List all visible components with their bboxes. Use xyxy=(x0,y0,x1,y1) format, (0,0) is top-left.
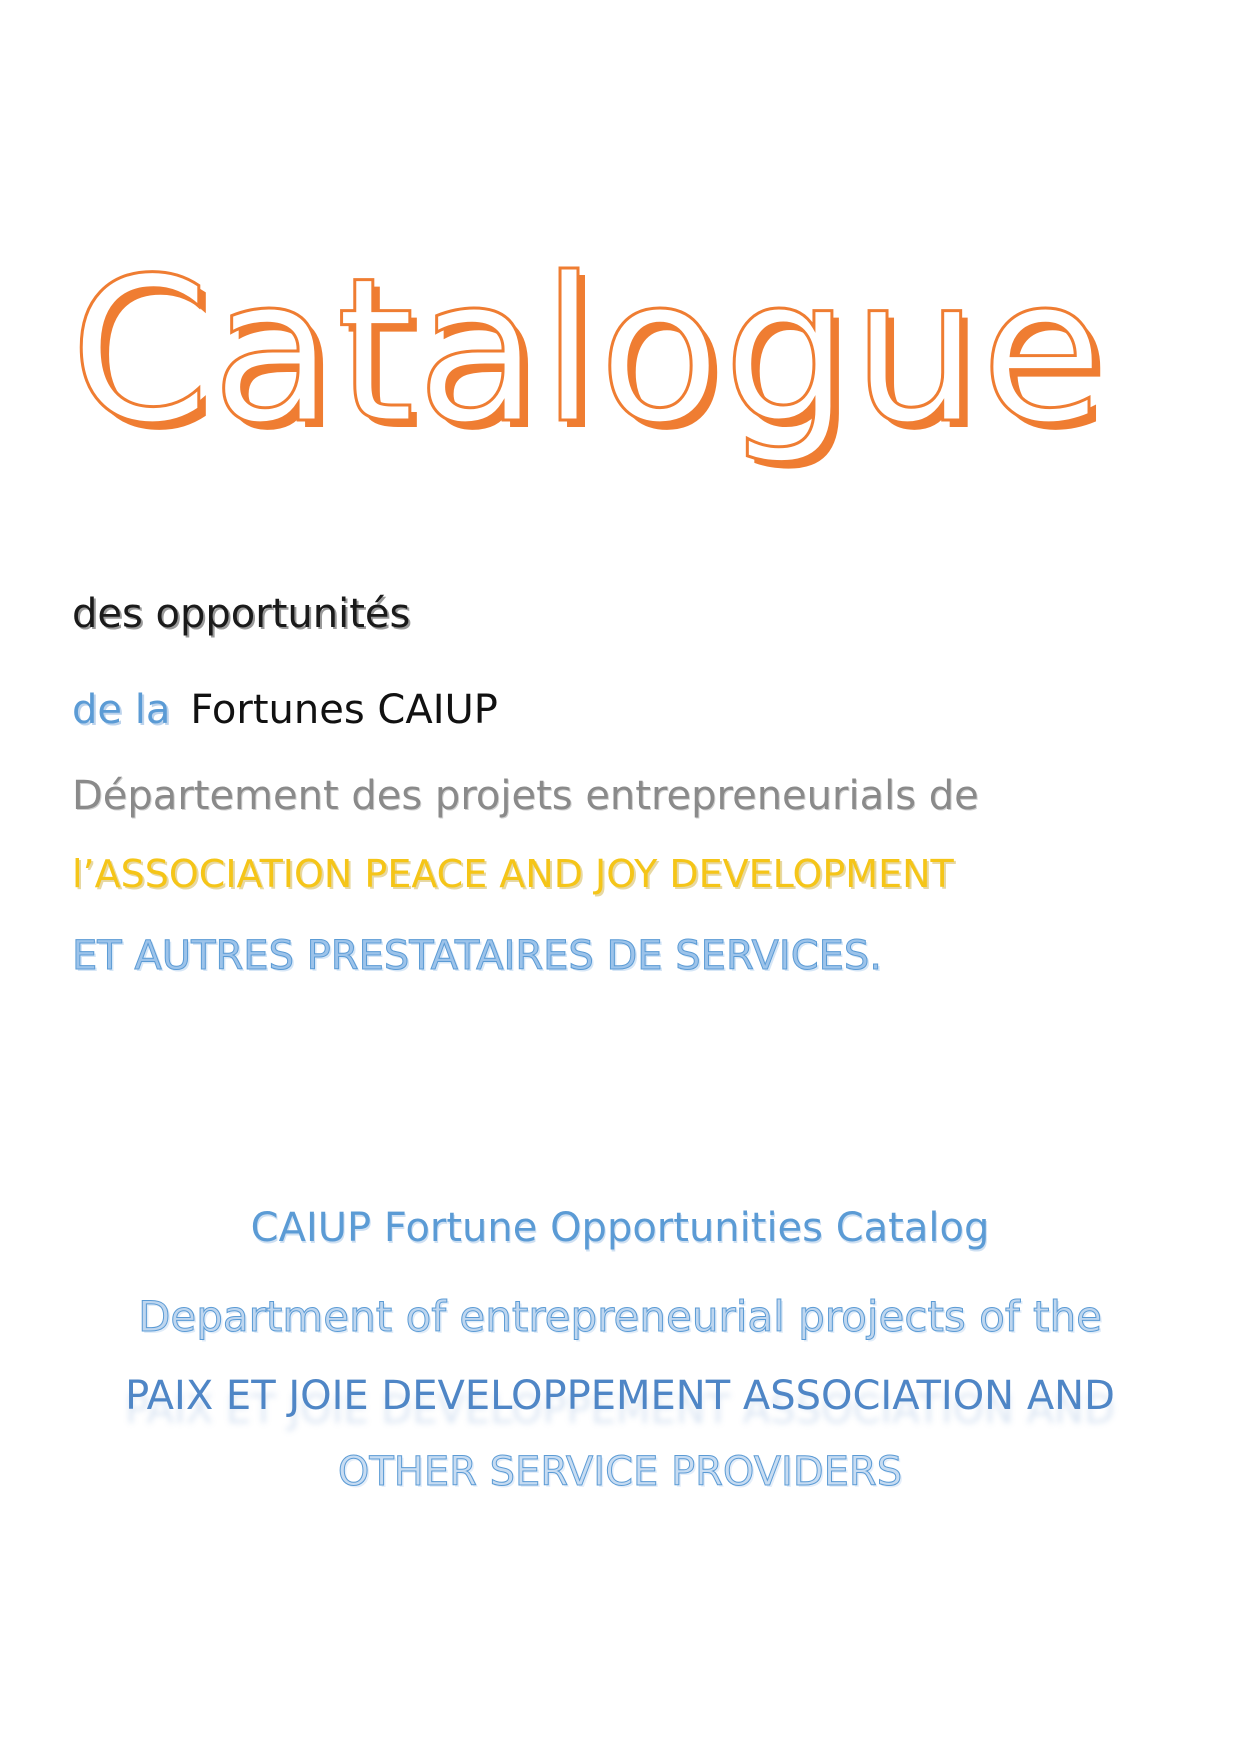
english-association: PAIX ET JOIE DEVELOPPEMENT ASSOCIATION AND xyxy=(125,1373,1115,1419)
subtitle-department: Département des projets entrepreneurials de xyxy=(72,773,979,819)
cover-title: Catalogue xyxy=(70,235,1106,468)
english-title: CAIUP Fortune Opportunities Catalog xyxy=(250,1205,990,1251)
english-providers: OTHER SERVICE PROVIDERS xyxy=(337,1449,903,1495)
subtitle-providers: ET AUTRES PRESTATAIRES DE SERVICES. xyxy=(72,933,883,979)
subtitle-de-la: de la xyxy=(72,687,171,733)
subtitle-organization xyxy=(72,682,498,738)
subtitle-association: l’ASSOCIATION PEACE AND JOY DEVELOPMENT xyxy=(72,852,954,896)
english-department: Department of entrepreneurial projects of the xyxy=(138,1292,1102,1341)
subtitle-opportunities: des opportunités xyxy=(72,591,411,637)
subtitle-fortunes-caiup: Fortunes CAIUP xyxy=(190,687,498,733)
